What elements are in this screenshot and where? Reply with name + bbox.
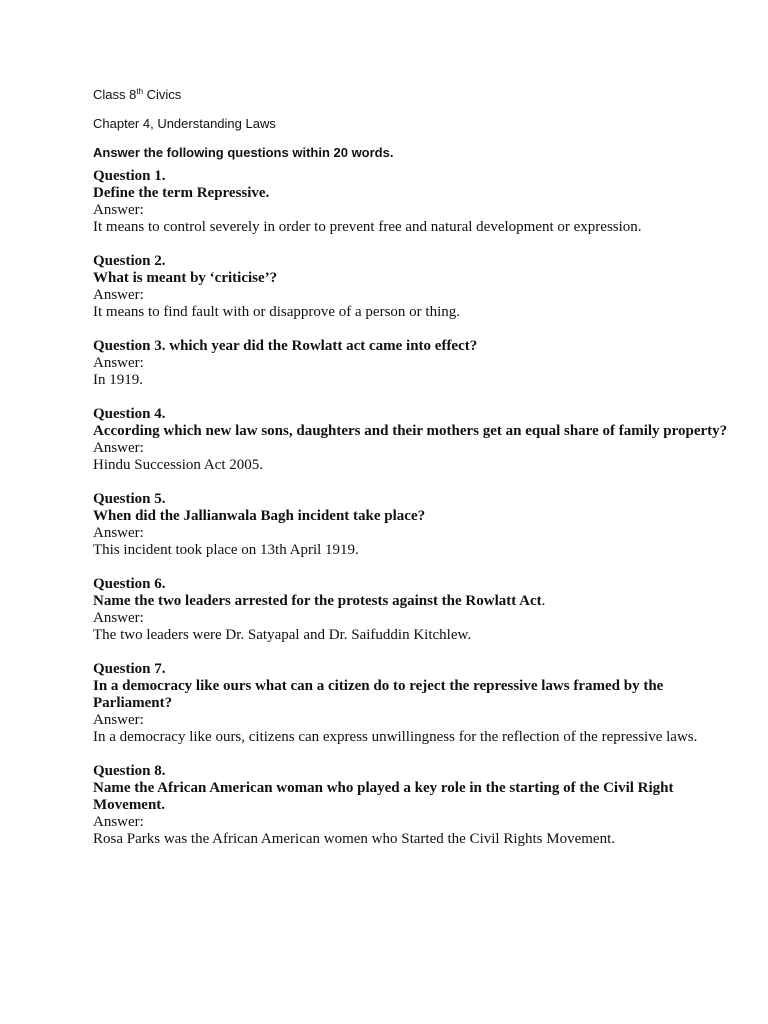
question-block-6	[93, 576, 743, 644]
answer-label: Answer:	[93, 440, 144, 456]
class-title-subject: Civics	[143, 87, 182, 102]
question-block-2	[93, 253, 743, 321]
answer-text: The two leaders were Dr. Satyapal and Dr. Saifuddin Kitchlew.	[93, 627, 472, 643]
answer-label: Answer:	[93, 712, 144, 728]
answer-label: Answer:	[93, 287, 144, 303]
answer-text: It means to control severely in order to prevent free and natural development or expression.	[93, 219, 642, 235]
answer-label: Answer:	[93, 202, 144, 218]
question-block-5	[93, 491, 743, 559]
question-text	[93, 593, 743, 610]
class-title-text: Class 8	[93, 87, 137, 102]
document-page	[93, 86, 743, 848]
question-label: Question 3. which year did the Rowlatt act came into effect?	[93, 338, 478, 354]
question-text: Name the African American woman who played a key role in the starting of the Civil Right Movement.	[93, 780, 674, 813]
answer-text: In a democracy like ours, citizens can express unwillingness for the reflection of the repressive laws.	[93, 729, 698, 745]
question-text: What is meant by ‘criticise’?	[93, 270, 278, 286]
question-label: Question 8.	[93, 763, 166, 779]
question-text-period: .	[541, 593, 546, 609]
question-block-3	[93, 338, 743, 389]
question-label: Question 7.	[93, 661, 166, 677]
question-block-8	[93, 763, 743, 848]
question-block-1	[93, 168, 743, 236]
answer-text: In 1919.	[93, 372, 143, 388]
answer-label: Answer:	[93, 814, 144, 830]
answer-label: Answer:	[93, 525, 144, 541]
answer-text: It means to find fault with or disapprove of a person or thing.	[93, 304, 461, 320]
question-label: Question 1.	[93, 168, 166, 184]
question-text: In a democracy like ours what can a citizen do to reject the repressive laws framed by the Parliament?	[93, 678, 664, 711]
answer-text: Rosa Parks was the African American women who Started the Civil Rights Movement.	[93, 831, 615, 847]
question-label: Question 5.	[93, 491, 166, 507]
question-label: Question 2.	[93, 253, 166, 269]
question-block-7	[93, 661, 743, 746]
class-title-superscript: th	[136, 87, 144, 96]
question-text: According which new law sons, daughters and their mothers get an equal share of family property?	[93, 423, 728, 439]
question-block-4	[93, 406, 743, 474]
instruction-text: Answer the following questions within 20 words.	[93, 145, 394, 160]
answer-text: This incident took place on 13th April 1919.	[93, 542, 359, 558]
answer-label: Answer:	[93, 355, 144, 371]
answer-text: Hindu Succession Act 2005.	[93, 457, 263, 473]
chapter-title: Chapter 4, Understanding Laws	[93, 116, 276, 131]
question-text: Define the term Repressive.	[93, 185, 270, 201]
question-text: When did the Jallianwala Bagh incident take place?	[93, 508, 426, 524]
question-label: Question 4.	[93, 406, 166, 422]
class-title	[93, 86, 743, 104]
question-text-main: Name the two leaders arrested for the protests against the Rowlatt Act	[93, 593, 542, 609]
question-label: Question 6.	[93, 576, 166, 592]
answer-label: Answer:	[93, 610, 144, 626]
